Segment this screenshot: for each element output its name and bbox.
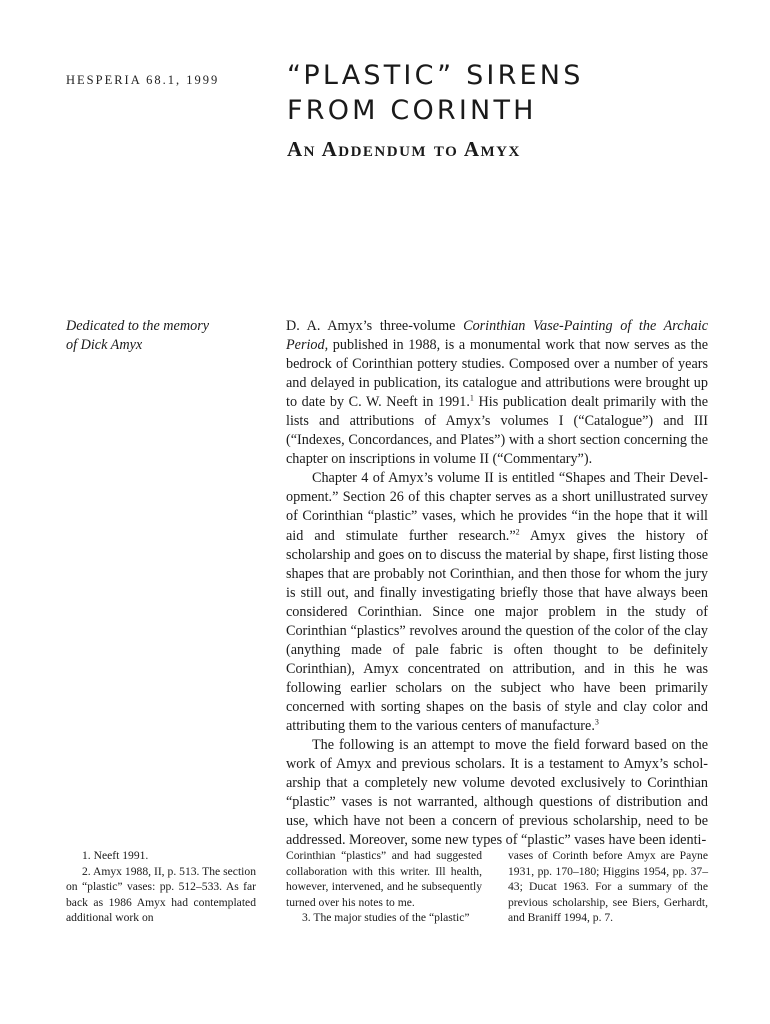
footnote-3: 3. The major studies of the “plastic” xyxy=(302,911,470,925)
footnote-1: 1. Neeft 1991. xyxy=(82,849,149,862)
article-body xyxy=(286,317,708,850)
p2-text-b: Amyx gives the history of scholarship and goes on to discuss the material by shape, first listing those shapes that are probably not Corinthian, and then those for whom the jury is still out, and finally investigating briefly those that have always been considered Corinthian. Since one major problem in the study of Corinthian “plastics” revolves around the question of the color of the clay (anything made of pale fabric is often thought to be definitely Corinthian), Amyx concentrated on attribution, and in this he was following earlier scholars on the subject who have been primarily concerned with sorting shapes on the basis of style and clay color and attributing them to the various centers of manufacture. xyxy=(286,527,709,734)
footnote-ref-2[interactable]: 2 xyxy=(515,526,520,536)
article-title-line-1: “PLASTIC” SIRENS xyxy=(287,60,584,91)
article-title-block xyxy=(287,58,727,162)
body-paragraph-2 xyxy=(286,469,708,736)
footnotes-column-2 xyxy=(286,848,482,926)
article-title-line-2: FROM CORINTH xyxy=(287,95,537,126)
journal-citation: HESPERIA 68.1, 1999 xyxy=(66,73,220,87)
footnote-ref-3[interactable]: 3 xyxy=(594,717,599,727)
body-paragraph-1 xyxy=(286,317,708,469)
footnote-ref-1[interactable]: 1 xyxy=(469,393,474,403)
body-paragraph-3: The following is an attempt to move the field forward based on the work of Amyx and previous scholars. It is a testament to Amyx’s scholarship that a completely new volume devoted exclusively to Corinthian “plastic” vases is not warranted, although questions of distribution and use, which have not been a concern of previous scholarship, need to be addressed. Moreover, some new types of “plastic” vases have been identi- xyxy=(286,737,708,849)
p1-text-b: published in 1988, is a monumental work that now serves as the bedrock of Corinthian pottery studies. Composed over a number of years and delayed in publication, its catalogue and attributions were brought up to date by C. W. Neeft in 1991. xyxy=(286,337,708,411)
p1-text-a: D. A. Amyx’s three-volume xyxy=(286,318,464,334)
footnote-2-continued: Corinthian “plastics” and had suggested collaboration with this writer. Ill health, however, intervened, and he subsequently turned over his notes to me. xyxy=(286,849,482,909)
dedication xyxy=(66,317,256,355)
footnotes-column-3 xyxy=(508,848,708,926)
dedication-line-1: Dedicated to the memory xyxy=(66,318,210,334)
p2-text-a: Chapter 4 of Amyx’s volume II is entitled “Shapes and Their Development.” Section 26 of this chapter serves as a short unillustrated survey of Corinthian “plastic” vases, which he provides “in the hope that it will aid and stimulate further research.” xyxy=(286,470,708,544)
article-subtitle: An Addendum to Amyx xyxy=(287,137,521,161)
book-title: Corinthian Vase-Painting of the Archaic Period, xyxy=(286,318,708,354)
footnotes-column-1 xyxy=(66,848,256,926)
dedication-line-2: of Dick Amyx xyxy=(66,337,143,353)
p1-text-c: His publication dealt primarily with the lists and attributions of Amyx’s volumes I (“Catalogue”) and III (“Indexes, Concordances, and Plates”) with a short section concerning the chapter on inscriptions in volume II (“Commentary”). xyxy=(286,394,708,468)
footnote-3-continued: vases of Corinth before Amyx are Payne 1931, pp. 170–180; Higgins 1954, pp. 37–43; Ducat 1963. For a summary of the previous scholarship, see Biers, Gerhardt, and Braniff 1994, p. 7. xyxy=(508,849,708,925)
footnote-2: 2. Amyx 1988, II, p. 513. The section on “plastic” vases: pp. 512–533. As far back as 1986 Amyx had contemplated additional work on xyxy=(66,864,256,925)
